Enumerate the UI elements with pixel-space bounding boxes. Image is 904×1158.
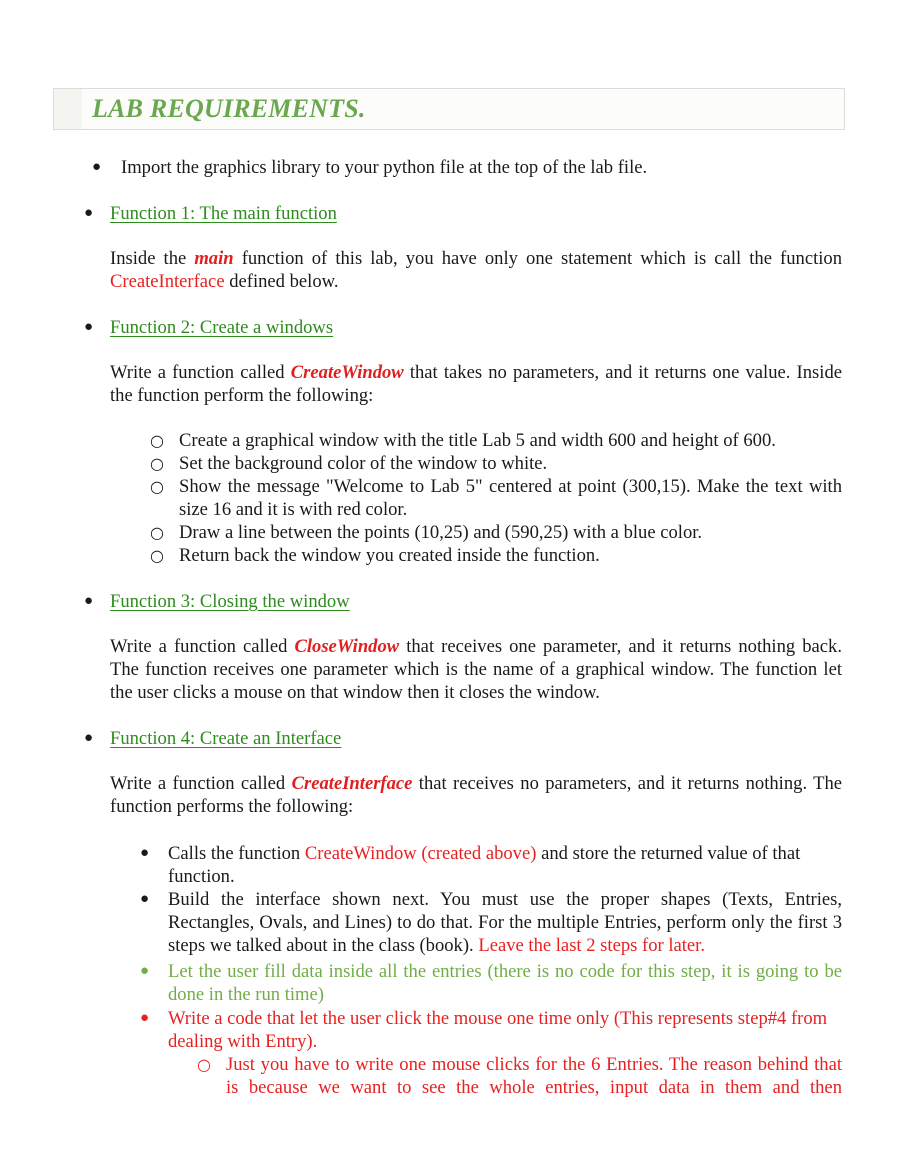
step-item: Draw a line between the points (10,25) and (590,25) with a blue color. [179, 522, 703, 543]
interface-sub-item: Just you have to write one mouse clicks for the 6 Entries. The reason behind that is because we want to see the whole entries, input data in them and then [226, 1054, 842, 1098]
bullet-icon: ● [84, 730, 94, 746]
function-4-heading: Function 4: Create an Interface [110, 728, 342, 749]
function-2-heading: Function 2: Create a windows [110, 317, 334, 338]
function-name-createinterface: CreateInterface [291, 773, 413, 794]
function-1-description: Inside the main function of this lab, you have only one statement which is call the function CreateInterface defined below. [110, 248, 842, 292]
function-3-heading: Function 3: Closing the window [110, 591, 350, 612]
circle-bullet-icon: ○ [197, 1055, 211, 1074]
bullet-icon: ● [140, 845, 150, 861]
step-item: Create a graphical window with the title Lab 5 and width 600 and height of 600. [179, 430, 776, 451]
function-1-heading: Function 1: The main function [110, 203, 337, 224]
step-item: Set the background color of the window to white. [179, 453, 548, 474]
bullet-icon: ● [92, 159, 102, 175]
function-name-main: main [194, 248, 234, 269]
banner-shade [54, 89, 82, 129]
bullet-icon: ● [84, 593, 94, 609]
circle-bullet-icon: ○ [150, 523, 164, 542]
interface-item: Calls the function CreateWindow (created above) and store the returned value of that function. [168, 843, 801, 887]
function-name-closewindow: CloseWindow [294, 636, 400, 657]
bullet-icon: ● [140, 963, 150, 979]
interface-item: Build the interface shown next. You must use the proper shapes (Texts, Entries, Rectangles, Ovals, and Lines) to do that. For the multiple Entries, perform only the first 3 steps we talked about in the class (book). Leave the last 2 steps for later. [168, 889, 842, 956]
bullet-icon: ● [84, 319, 94, 335]
step-item: Show the message "Welcome to Lab 5" centered at point (300,15). Make the text with size 16 and it is with red color. [179, 476, 842, 520]
page-title: LAB REQUIREMENTS. [92, 94, 366, 123]
function-3-description: Write a function called CloseWindow that receives one parameter, and it returns nothing back. The function receives one parameter which is the name of a graphical window. The function let the user clicks a mouse on that window then it closes the window. [110, 636, 842, 703]
function-ref-createinterface: CreateInterface [110, 271, 225, 292]
function-name-createwindow: CreateWindow [290, 362, 404, 383]
function-2-description: Write a function called CreateWindow that takes no parameters, and it returns one value. Inside the function perform the following: [110, 362, 842, 406]
interface-item: Let the user fill data inside all the entries (there is no code for this step, it is going to be done in the run time) [168, 961, 842, 1005]
bullet-icon: ● [84, 205, 94, 221]
section-banner [53, 88, 845, 130]
function-4-description: Write a function called CreateInterface that receives no parameters, and it returns nothing. The function performs the following: [110, 773, 843, 817]
interface-item: Write a code that let the user click the mouse one time only (This represents step#4 from dealing with Entry). [168, 1008, 828, 1052]
step-item: Return back the window you created inside the function. [179, 545, 600, 566]
bullet-icon: ● [140, 1010, 150, 1026]
intro-text: Import the graphics library to your python file at the top of the lab file. [121, 157, 648, 178]
bullet-icon: ● [140, 891, 150, 907]
circle-bullet-icon: ○ [150, 546, 164, 565]
circle-bullet-icon: ○ [150, 477, 164, 496]
circle-bullet-icon: ○ [150, 454, 164, 473]
circle-bullet-icon: ○ [150, 431, 164, 450]
